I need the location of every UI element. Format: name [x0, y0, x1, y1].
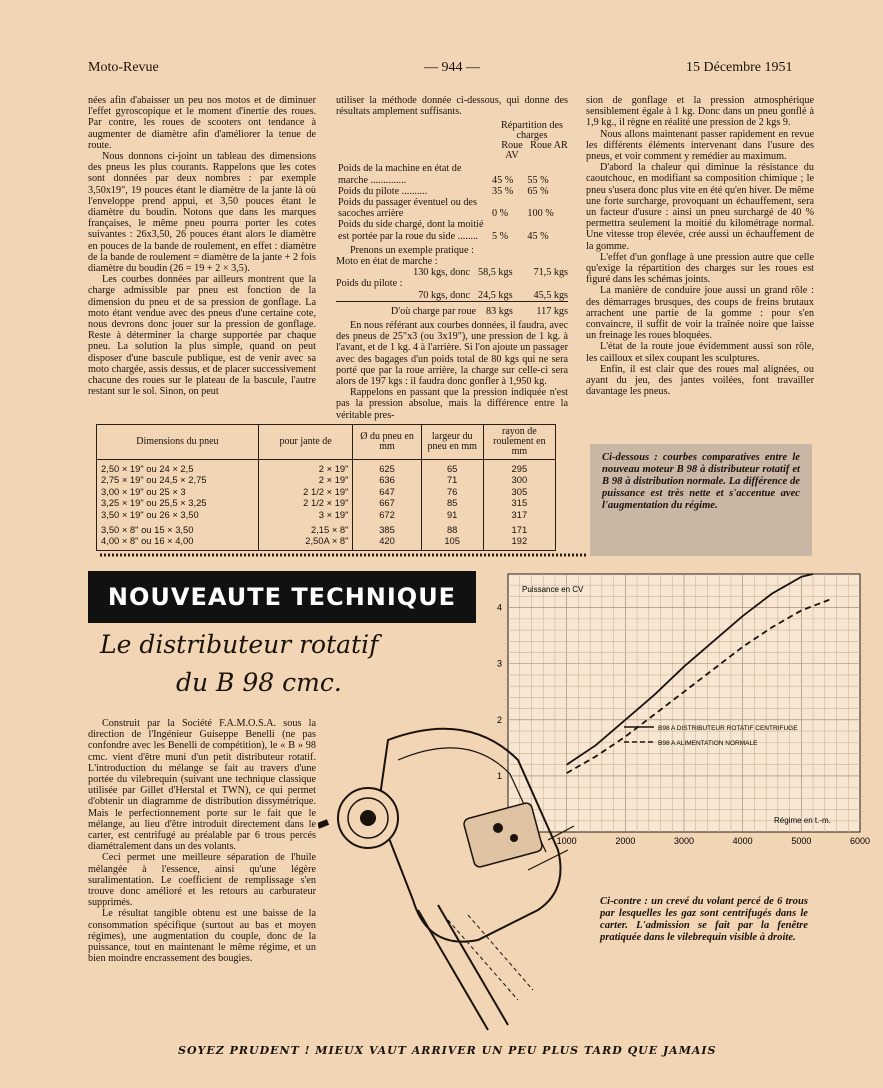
col-front-label: Roue AV: [501, 140, 523, 162]
issue-date: 15 Décembre 1951: [686, 60, 793, 75]
col3-paragraph: D'abord la chaleur qui diminue la résistance du caoutchouc, en modifiant sa composition chimique ; le pneu s'usera donc plus vite en été qu'en hiver. De même une forte surcharge, provoquant un échauffement, sera un facteur d'usure : ainsi un pneu surchargé de 40 % permettra seulement la moitié du kilométrage normal. Une vitesse trop élevée, crée aussi un échauffement de la gomme.: [586, 162, 814, 252]
y-axis-label: Puissance en CV: [522, 585, 584, 594]
article-title-line1: Le distributeur rotatif: [100, 630, 379, 659]
repartition-title: Répartition des charges: [501, 120, 563, 142]
example-line: 130 kgs, donc 58,5 kgs 71,5 kgs: [413, 267, 568, 279]
x-tick-label: 2000: [615, 836, 636, 846]
table-row: Poids du pilote .......... 35 % 65 %: [338, 185, 549, 197]
example-title: Prenons un exemple pratique :: [350, 244, 474, 256]
table-row: Poids du side chargé, dont la moitié est portée par la roue du side ........ 5 % 45 %: [338, 219, 549, 242]
example-line: 70 kgs, donc 24,5 kgs 45,5 kgs: [336, 290, 568, 302]
col1-paragraph: Les courbes données par ailleurs montrent que la charge admissible par pneu est fonction de la dimension du pneu et de sa pression de gonflage. La moto étant vendue avec des pneus d'une certaine cote, nous devrons donc jouer sur la pression de gonflage. Reste à déterminer la charge supportée par chaque pneu. La solution la plus simple, quand on peut disposer d'une bascule publique, est de venir avec sa moto chargée, assis dessus, et de placer successivement chacune des roues sur le plateau de la bascule, l'autre restant sur le sol. Sinon, on peut: [88, 274, 316, 398]
diam-cell: 625 636 647 667 672 385 420: [353, 460, 421, 551]
footer-slogan: SOYEZ PRUDENT ! MIEUX VAUT ARRIVER UN PEU PLUS TARD QUE JAMAIS: [178, 1044, 717, 1057]
chart-caption: Ci-dessous : courbes comparatives entre le nouveau moteur B 98 à distributeur rotatif et B 98 à distribution normale. La différence de puissance est très nette et s'accentue avec l'augmentation du régime.: [602, 452, 800, 511]
column-2: [336, 95, 568, 421]
decorative-separator: [100, 551, 586, 559]
col3-paragraph: L'état de la route joue évidemment aussi son rôle, les cailloux et silex coupant les sculptures.: [586, 341, 814, 364]
y-tick-label: 4: [496, 602, 502, 613]
magazine-name: Moto-Revue: [88, 60, 159, 75]
col1-paragraph: Nous donnons ci-joint un tableau des dimensions des pneus les plus courants. Rappelons que les cotes sont données par deux nombres : par exemple 3,50x19", 19 pouces étant le diamètre de la jante là où l'enveloppe prend appui, et 3,50 pouces étant le diamètre du boudin. Notons que dans les marques françaises, le même pneu pourra porter les cotes suivantes : 26x3,50, 26 pouces étant alors le diamètre en pouces de la bande de roulement, en effet : diamètre de la bande de roulement = diamètre de la jante + 2 fois diamètre du boudin (26 = 19 + 2 × 3,5).: [88, 151, 316, 275]
table-header-row: Dimensions du pneu pour jante de Ø du pneu en mm largeur du pneu en mm rayon de roulement en mm: [97, 425, 556, 460]
legend-solid-label: B98 A DISTRIBUTEUR ROTATIF CENTRIFUGE: [658, 725, 798, 732]
col3-paragraph: L'effet d'un gonflage à une pression autre que celle qu'exige la répartition des charges sur les roues est figuré dans les schémas joints.: [586, 251, 814, 286]
article-title-line2: du B 98 cmc.: [176, 668, 342, 697]
col2-paragraph: Rappelons en passant que la pression indiquée n'est pas la pression absolue, mais la différence entre la véritable pres-: [336, 387, 568, 421]
x-tick-label: 6000: [849, 836, 871, 846]
crankshaft-illustration: [318, 700, 578, 1040]
x-tick-label: 5000: [791, 836, 812, 846]
col3-paragraph: La manière de conduire joue aussi un grand rôle : des démarrages brusques, des coups de freins brutaux arrachent une partie de la gomme : pour s'en convaincre, il suffit de voir la traînée noire que laisse un freinage les roues bloquées.: [586, 285, 814, 342]
col-rear-label: Roue AR: [530, 140, 568, 152]
col3-paragraph: sion de gonflage et la pression atmosphérique sensiblement égale à 1 kg. Donc dans un pneu gonflé à 1,9 kg., il règne en réalité une pression de 2 kgs 9.: [586, 95, 814, 129]
article-paragraph: Construit par la Société F.A.M.O.S.A. sous la direction de l'Ingénieur Guiseppe Benelli (ne pas confondre avec les Benelli de compétition), le « B » 98 cmc. vient d'être muni d'un petit distributeur rotatif. L'introduction du mélange se fait au travers d'une portée du vilebrequin (suivant une technique classique utilisée par Gillet d'Herstal et TWN), ce qui permet d'obtenir un diagramme de distribution dissymétrique. Mais le perfectionnement porte sur le fait que le mélange, au lieu d'être introduit directement dans le carter, est centrifugé au préalable par 6 trous percés diamétralement dans un des volants.: [88, 718, 316, 853]
x-axis-label: Régime en t.-m.: [774, 816, 831, 825]
article-paragraph: Ceci permet une meilleure séparation de l'huile mélangée à l'essence, ainsi qu'une légère suralimentation. Le coefficient de remplissage s'en trouve donc amélioré et les retours au carburateur supprimés.: [88, 852, 316, 909]
table-row: [97, 460, 556, 551]
drawing-caption: Ci-contre : un crevé du volant percé de 6 trous par lesquelles les gaz sont centrifugés dans le carter. L'admission se fait par la fenêtre pratiquée dans le vilebrequin visible à droite.: [600, 896, 808, 943]
x-tick-label: 3000: [673, 836, 695, 846]
page-number: — 944 —: [424, 60, 480, 75]
col2-intro: utiliser la méthode donnée ci-dessous, qui donne des résultats amplement suffisants.: [336, 95, 568, 118]
table-row: Poids de la machine en état de marche .............. 45 % 55 %: [338, 163, 549, 186]
section-banner: NOUVEAUTE TECHNIQUE: [88, 571, 476, 623]
col2-paragraph: En nous référant aux courbes données, il faudra, avec des pneus de 25"x3 (ou 3x19"), une pression de 1 kg. à l'avant, et de 1 kg. 4 à l'arrière. Si l'on ajoute un passager avec des bagages d'un poids total de 80 kgs qui ne sera porté que par la roue arrière, la charge sur celle-ci sera alors de 197 kgs : il faudra donc gonfler à 1,950 kg.: [336, 320, 568, 388]
col1-paragraph: nées afin d'abaisser un peu nos motos et de diminuer l'effet gyroscopique et le moment d'inertie des roues. Par contre, les roues de scooters ont tendance à augmenter de diamètre afin d'améliorer la tenue de route.: [88, 95, 316, 151]
jante-cell: 2 × 19" 2 × 19" 2 1/2 × 19" 2 1/2 × 19" 3 × 19" 2,15 × 8" 2,50A × 8": [258, 460, 353, 551]
y-tick-label: 1: [496, 770, 502, 781]
legend-dashed-label: B98 A ALIMENTATION NORMALE: [658, 740, 758, 747]
article-body: [88, 718, 316, 964]
y-tick-label: 2: [496, 714, 502, 725]
y-tick-label: 3: [496, 658, 502, 669]
dims-cell: 2,50 × 19" ou 24 × 2,5 2,75 × 19" ou 24,5 × 2,75 3,00 × 19" ou 25 × 3 3,25 × 19" ou 25,5 × 3,25 3,50 × 19" ou 26 × 3,50 3,50 × 8" ou 15 × 3,50 4,00 × 8" ou 16 × 4,00: [97, 460, 259, 551]
table-row: Poids du passager éventuel ou des sacoches arrière 0 % 100 %: [338, 197, 554, 220]
tire-dimensions-table: [96, 424, 556, 551]
col3-paragraph: Enfin, il est clair que des roues mal alignées, ou ayant du jeu, des jantes voilées, font travailler davantage les pneus.: [586, 363, 814, 398]
x-tick-label: 4000: [732, 836, 753, 846]
example-line: Moto en état de marche :: [336, 256, 438, 268]
rayon-cell: 295 300 305 315 317 171 192: [483, 460, 555, 551]
x-tick-label: 1000: [556, 836, 577, 846]
column-1: [88, 95, 316, 397]
column-3: [586, 95, 814, 397]
charge-line: D'où charge par roue 83 kgs 117 kgs: [390, 305, 568, 317]
larg-cell: 65 71 76 85 91 88 105: [421, 460, 483, 551]
example-line: Poids du pilote :: [336, 278, 403, 290]
chart-caption-box: [590, 444, 812, 556]
load-distribution-table: [336, 163, 568, 241]
article-paragraph: Le résultat tangible obtenu est une baisse de la consommation spécifique (surtout au bas et moyen régimes), une augmentation du couple, donc de la puissance, tout en maintenant le même régime, et un bien moindre encrassement des bougies.: [88, 908, 316, 965]
col3-paragraph: Nous allons maintenant passer rapidement en revue les différents éléments intervenant dans l'usure des pneus, et voir comment y remédier au maximum.: [586, 128, 814, 163]
